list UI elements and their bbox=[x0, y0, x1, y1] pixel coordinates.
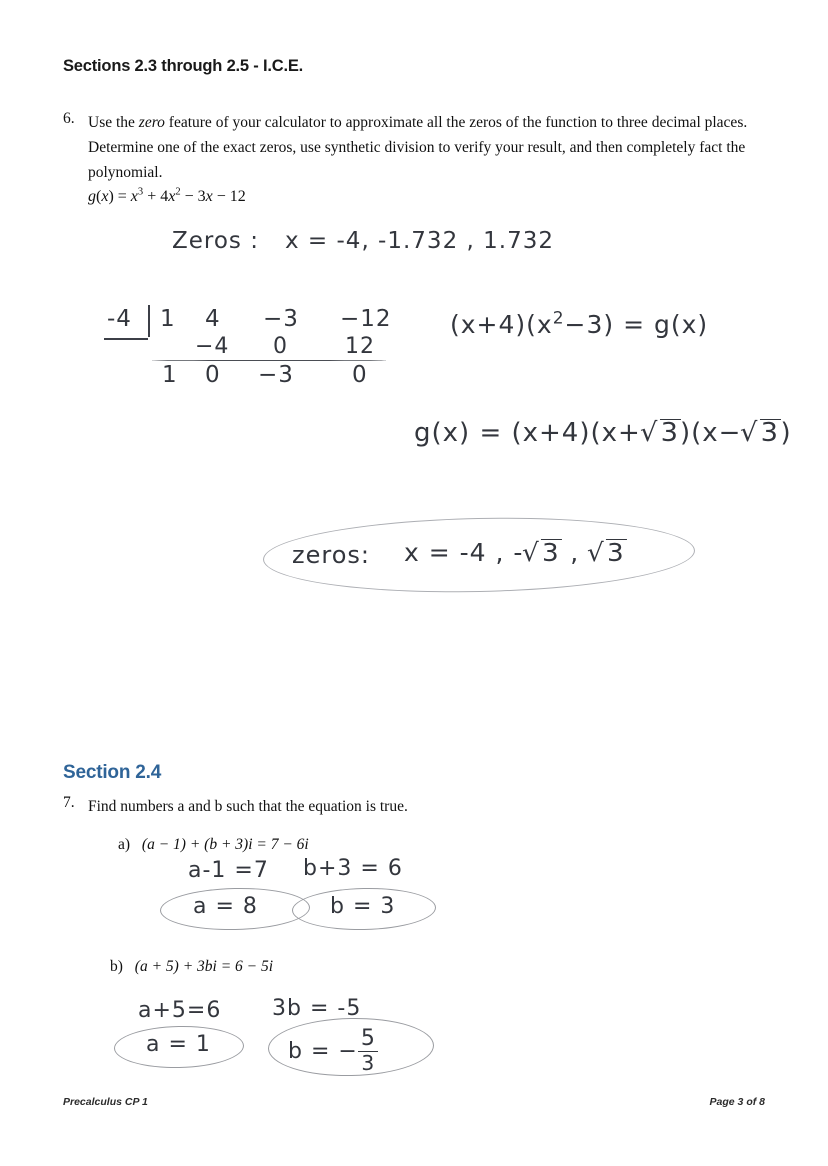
part-b-left-step: a+5=6 bbox=[138, 998, 222, 1023]
question-7-part-b bbox=[110, 958, 273, 976]
question-6-number: 6. bbox=[63, 110, 75, 127]
part-a-right-step: b+3 = 6 bbox=[303, 856, 403, 881]
question-6-prompt-line1-pre: Use the bbox=[88, 114, 139, 131]
final-zeros-values: x = -4 , -√3 , √3 bbox=[404, 538, 626, 567]
footer-course-label: Precalculus CP 1 bbox=[63, 1096, 148, 1108]
question-7-number: 7. bbox=[63, 794, 75, 811]
handwritten-factored-partial: $(x+4)(x^2-3) = g(x)$ bbox=[450, 308, 709, 339]
part-b-right-answer bbox=[288, 1028, 378, 1073]
part-a-left-answer: a = 8 bbox=[193, 894, 258, 919]
handwritten-factored-full: g(x) = (x+4)(x+√3)(x−√3) bbox=[414, 418, 792, 448]
part-b-left-answer: a = 1 bbox=[146, 1032, 211, 1057]
part-b-right-answer-prefix: b = − bbox=[288, 1038, 358, 1064]
synthetic-division-carry-1: 0 bbox=[273, 334, 288, 359]
question-6-prompt-line2: decimal places. Determine one of the exact zeros, use synthetic division to verify your result, bbox=[88, 114, 748, 156]
handwritten-zeros-values: x = -4, -1.732 , 1.732 bbox=[285, 228, 554, 254]
synthetic-division-divisor: -4 bbox=[107, 306, 132, 332]
question-7-part-b-equation: (a + 5) + 3bi = 6 − 5i bbox=[134, 958, 274, 975]
part-b-right-answer-fraction bbox=[358, 1028, 378, 1073]
synthetic-division-carry-2: 12 bbox=[345, 334, 375, 359]
part-a-left-step: a-1 =7 bbox=[188, 858, 269, 883]
question-7-part-a-label: a) bbox=[118, 836, 131, 853]
synthetic-division-divisor-underline bbox=[104, 338, 148, 340]
question-7-part-a-equation: (a − 1) + (b + 3)i = 7 − 6i bbox=[141, 836, 309, 853]
page-title: Sections 2.3 through 2.5 - I.C.E. bbox=[63, 57, 304, 75]
synthetic-division-dividend-2: −3 bbox=[263, 306, 299, 332]
synthetic-division-result-0: 1 bbox=[162, 362, 178, 388]
question-6-prompt-line1-post: feature of your calculator to approximate all the zeros of the function to three bbox=[164, 114, 648, 131]
synthetic-division-result-1: 0 bbox=[205, 362, 221, 388]
part-a-right-answer: b = 3 bbox=[330, 894, 396, 919]
fraction-denominator: 3 bbox=[361, 1051, 375, 1075]
handwritten-zeros-label: Zeros : bbox=[172, 228, 259, 254]
synthetic-division-dividend-0: 1 bbox=[160, 306, 176, 332]
footer-page-number: Page 3 of 8 bbox=[709, 1096, 765, 1108]
question-6-function: $g(x) = x^3 + 4x^2 - 3x - 12$ bbox=[88, 186, 246, 205]
final-zeros-label: zeros: bbox=[292, 541, 370, 569]
synthetic-division-result-2: −3 bbox=[258, 362, 294, 388]
question-6-prompt-line3: and then completely fact the polynomial. bbox=[88, 139, 746, 181]
question-6-prompt bbox=[88, 110, 760, 185]
synthetic-division-dividend-3: −12 bbox=[340, 306, 392, 332]
synthetic-division-bracket bbox=[148, 305, 150, 337]
synthetic-division-horizontal-bar bbox=[152, 360, 386, 361]
synthetic-division-dividend-1: 4 bbox=[205, 306, 221, 332]
question-7-part-a bbox=[118, 836, 309, 854]
synthetic-division-result-3: 0 bbox=[352, 362, 368, 388]
question-6-prompt-emphasis: zero bbox=[138, 114, 165, 131]
question-7-part-b-label: b) bbox=[110, 958, 123, 975]
part-b-right-step: 3b = -5 bbox=[272, 996, 362, 1021]
section-2-4-heading: Section 2.4 bbox=[63, 762, 162, 783]
fraction-numerator: 5 bbox=[358, 1028, 378, 1052]
question-7-prompt: Find numbers a and b such that the equation is true. bbox=[88, 798, 408, 815]
synthetic-division-carry-0: −4 bbox=[195, 334, 230, 359]
